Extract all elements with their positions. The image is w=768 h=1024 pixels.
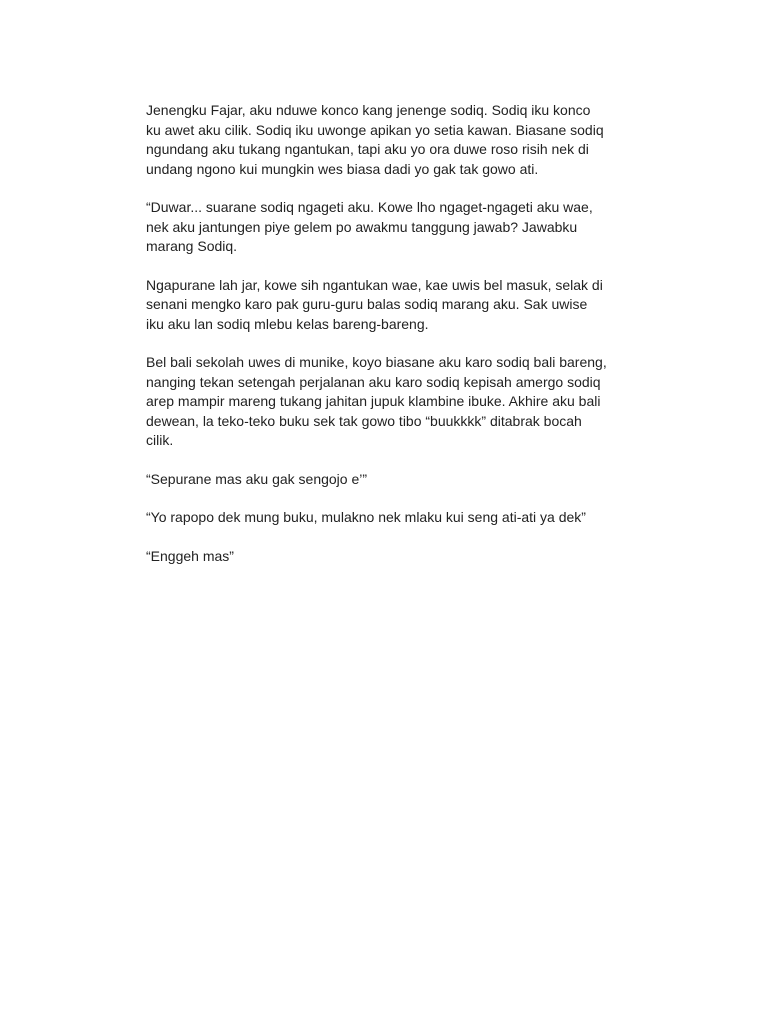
text-line: Ngapurane lah jar, kowe sih ngantukan wae, kae uwis bel masuk, selak di <box>146 276 603 293</box>
text-line: iku aku lan sodiq mlebu kelas bareng-bareng. <box>146 315 429 332</box>
text-line: “Sepurane mas aku gak sengojo e’” <box>146 470 368 487</box>
paragraph-3 <box>146 276 676 335</box>
text-line: “Yo rapopo dek mung buku, mulakno nek mlaku kui seng ati-ati ya dek” <box>146 509 586 525</box>
paragraph-4 <box>146 353 676 451</box>
text-line: ngundang aku tukang ngantukan, tapi aku yo ora duwe roso risih nek di <box>146 141 589 157</box>
text-line: marang Sodiq. <box>146 238 238 254</box>
text-line: nek aku jantungen piye gelem po awakmu tanggung jawab? Jawabku <box>146 218 578 235</box>
text-line: cilik. <box>146 432 174 448</box>
paragraph-2 <box>146 198 676 257</box>
text-line: Bel bali sekolah uwes di munike, koyo biasane aku karo sodiq bali bareng, <box>146 354 607 370</box>
paragraph-6 <box>146 508 676 528</box>
paragraph-7 <box>146 547 676 567</box>
text-line: arep mampir mareng tukang jahitan jupuk klambine ibuke. Akhire aku bali <box>146 393 601 409</box>
text-line: senani mengko karo pak guru-guru balas sodiq marang aku. Sak uwise <box>146 296 588 312</box>
text-line: “Duwar... suarane sodiq ngageti aku. Kowe lho ngaget-ngageti aku wae, <box>146 199 593 215</box>
text-line: ku awet aku cilik. Sodiq iku uwonge apikan yo setia kawan. Biasane sodiq <box>146 121 604 138</box>
document-body <box>146 101 676 585</box>
text-line: “Enggeh mas” <box>146 547 234 564</box>
text-line: nanging tekan setengah perjalanan aku karo sodiq kepisah amergo sodiq <box>146 373 601 390</box>
paragraph-1 <box>146 101 676 179</box>
text-line: dewean, la teko-teko buku sek tak gowo tibo “buukkkk” ditabrak bocah <box>146 412 582 429</box>
text-line: Jenengku Fajar, aku nduwe konco kang jenenge sodiq. Sodiq iku konco <box>146 102 591 118</box>
text-line: undang ngono kui mungkin wes biasa dadi yo gak tak gowo ati. <box>146 160 539 177</box>
paragraph-5 <box>146 470 676 490</box>
